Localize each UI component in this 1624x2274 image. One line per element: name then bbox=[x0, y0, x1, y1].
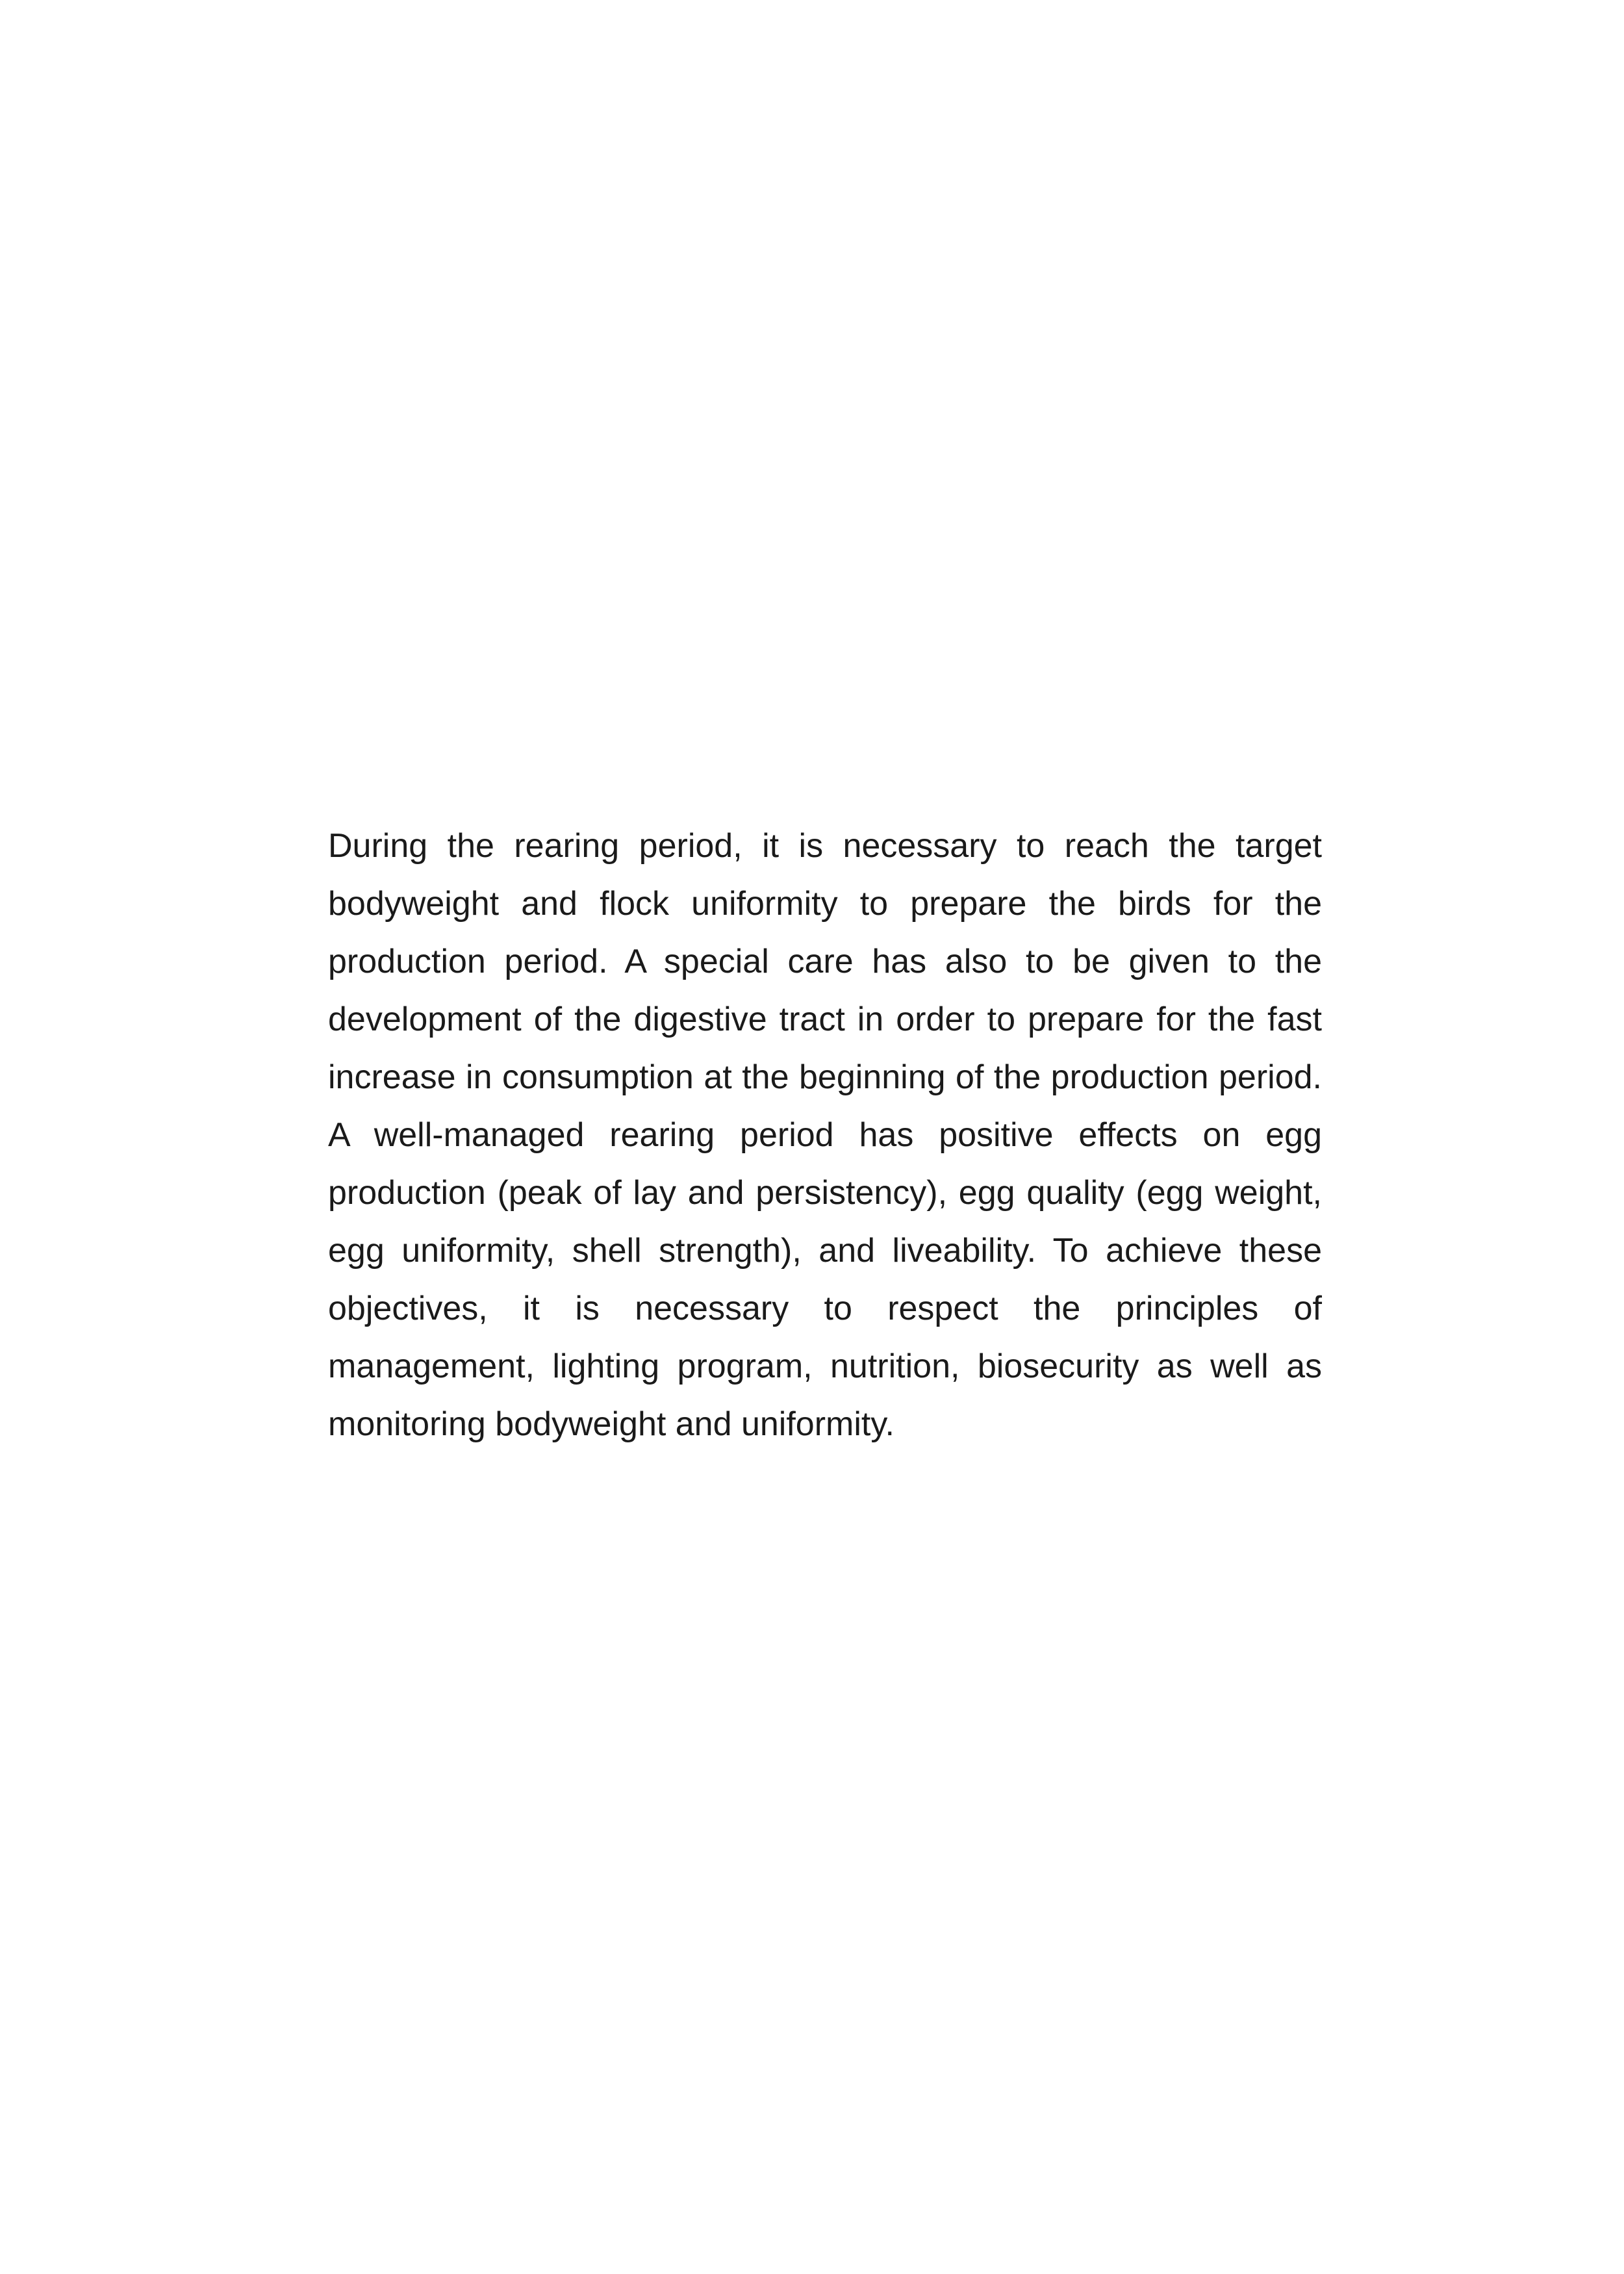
body-paragraph: During the rearing period, it is necessary to reach the target bodyweight and flock uniformity to prepare the birds for the production period. A special care has also to be given to the development of the digestive tract in order to prepare for the fast increase in consumption at the beginning of the production period. A well-managed rearing period has positive effects on egg production (peak of lay and persistency), egg quality (egg weight, egg uniformity, shell strength), and liveability. To achieve these objectives, it is necessary to respect the principles of management, lighting program, nutrition, biosecurity as well as monitoring bodyweight and uniformity. bbox=[328, 827, 1322, 1443]
